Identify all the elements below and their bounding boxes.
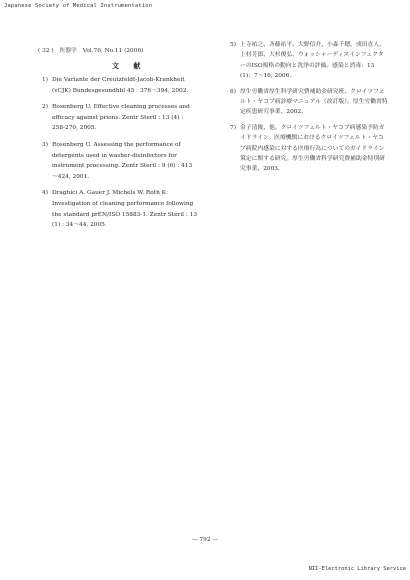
references-left-column (30, 75, 198, 237)
reference-item (30, 188, 198, 230)
journal-name: 医器学 (59, 48, 77, 54)
footer-library-service: NII-Electronic Library Service (308, 566, 406, 572)
reference-text: Draghici A. Gauer J. Michels W. Roth K: Investigation of cleaning performance following the standard prEN/ISO 15883-1. Zentr Steril : 13 (1) : 34～44, 2005. (52, 190, 198, 229)
reference-number: 3) (42, 141, 48, 148)
reference-item (30, 75, 198, 96)
reference-number: 5) (230, 42, 236, 48)
reference-text: Rosenberg U. Assessing the performance of detergents used in washer-disinfectors for instrument processing. Zentr Steril : 9 (6) : 413～424, 2001. (52, 141, 193, 180)
reference-text: 金子清俊、他。クロイツフェルト・ヤコブ病感染予防ガイドライン。医療機関におけるクロイツフェルト・ヤコブ病院内感染に対する医療行為についてのガイドライン策定に関する研究。厚生労働省科学研究費補助金特別研究事業、2003. (240, 124, 385, 173)
page-marker: ( 32 ) (38, 48, 54, 54)
reference-item (30, 102, 198, 134)
reference-number: 1) (42, 77, 48, 83)
reference-number: 4) (42, 190, 48, 197)
reference-item (218, 40, 388, 82)
references-right-column (218, 40, 388, 180)
reference-text: Rosenberg U. Effective cleaning processes and efficacy against prions. Zentr Steril : 13 (4) : 258-270, 2005. (52, 104, 190, 132)
reference-number: 2) (42, 104, 48, 111)
reference-item (218, 123, 388, 175)
journal-citation-line (38, 45, 147, 54)
reference-text: 上寺祐之、斉藤祐平、大野信介、小森千穂、成田直人、上村芳郎、大杉俊弘、ウォッシャーディスインフェクターのISO規格の動向と洗浄の評価。感染と消毒：13 (1)：7～16, 2006. (240, 42, 385, 80)
reference-text: 厚生労働省厚生科学研究費補助金研究班、クロイツフェルト・ヤコブ病診療マニュアル（改訂版）。厚生労働省特定疾患研究事業、2002. (240, 88, 388, 116)
page-number: — 792 — (191, 537, 219, 543)
journal-volume: Vol.76, No.11 (2006) (82, 48, 144, 54)
reference-text: Die Variante der Creutzfeldt-Jacob-Krankheit (vCJK) Bundesgesundhbl 45 : 376～394, 2002. (52, 77, 189, 94)
reference-item (218, 87, 388, 118)
reference-item (30, 140, 198, 182)
reference-number: 6) (230, 88, 236, 95)
references-heading: 文 献 (112, 61, 147, 70)
reference-number: 7) (230, 124, 236, 131)
running-header-society: Japanese Society of Medical Instrumentation (4, 3, 153, 9)
